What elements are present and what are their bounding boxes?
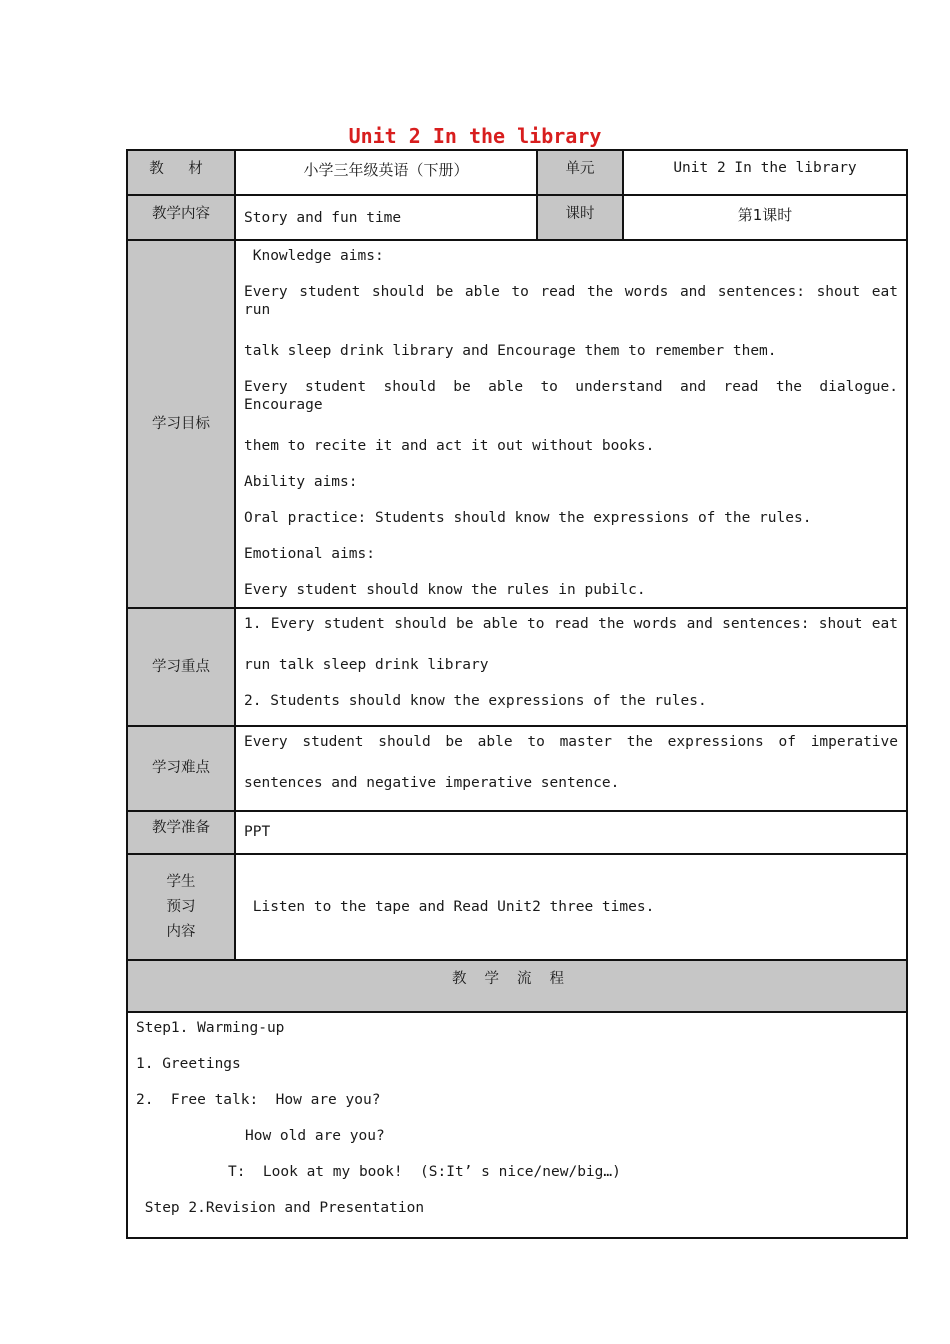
textbook-label: 教 材: [149, 161, 213, 177]
preview-row: [127, 854, 907, 960]
preview-label-cell: [127, 854, 235, 960]
key-points-value: [235, 608, 907, 726]
preparation-label: 教学准备: [152, 820, 210, 836]
key-points-row: [127, 608, 907, 726]
goal-line: them to recite it and act it out without books.: [244, 438, 655, 454]
goals-label: 学习目标: [152, 415, 210, 432]
textbook-label-cell: [127, 150, 235, 195]
period-value: 第1课时: [623, 195, 907, 240]
unit-label: 单元: [565, 161, 595, 177]
preparation-row: [127, 811, 907, 854]
flow-line: Step 2.Revision and Presentation: [136, 1200, 425, 1216]
goal-line: Oral practice: Students should know the expressions of the rules.: [244, 510, 812, 526]
flow-line: How old are you?: [245, 1128, 385, 1144]
flow-heading-row: [127, 960, 907, 1012]
difficulties-row: [127, 726, 907, 811]
preview-label-line: 学生: [166, 873, 196, 890]
difficulties-value: [235, 726, 907, 811]
lesson-plan-table: [126, 149, 908, 1239]
key-points-label: 学习重点: [152, 658, 210, 675]
page-title: Unit 2 In the library: [348, 124, 602, 148]
content-label-cell: [127, 195, 235, 240]
difficulties-label-cell: [127, 726, 235, 811]
preparation-value: PPT: [235, 811, 907, 854]
key-point-line: 1. Every student should be able to read the words and sentences: shout eat: [244, 616, 898, 632]
flow-line: 2. Free talk: How are you?: [136, 1092, 381, 1108]
goal-line: Every student should know the rules in pubilc.: [244, 582, 646, 598]
key-point-line: run talk sleep drink library: [244, 657, 489, 673]
textbook-row: [127, 150, 907, 195]
key-point-line: 2. Students should know the expressions of the rules.: [244, 693, 707, 709]
goals-row: [127, 240, 907, 608]
unit-value: Unit 2 In the library: [623, 150, 907, 195]
goal-line: Emotional aims:: [244, 546, 375, 562]
goals-value: [235, 240, 907, 608]
difficulty-line: Every student should be able to master the expressions of imperative: [244, 734, 898, 750]
goal-line: Knowledge aims:: [244, 248, 384, 264]
preparation-label-cell: [127, 811, 235, 854]
period-label-cell: [537, 195, 623, 240]
goal-line: Every student should be able to read the words and sentences: shout eat run: [244, 284, 898, 318]
preview-label: [167, 870, 196, 945]
flow-content: [127, 1012, 907, 1238]
content-value: Story and fun time: [235, 195, 537, 240]
key-points-label-cell: [127, 608, 235, 726]
goals-label-cell: [127, 240, 235, 608]
period-label: 课时: [565, 206, 595, 222]
preview-value: Listen to the tape and Read Unit2 three times.: [235, 854, 907, 960]
flow-line: T: Look at my book! (S:It’ s nice/new/big…): [228, 1164, 621, 1180]
flow-heading: 教学流程: [127, 960, 907, 1012]
unit-label-cell: [537, 150, 623, 195]
goal-line: Ability aims:: [244, 474, 358, 490]
flow-line: 1. Greetings: [136, 1056, 241, 1072]
content-label: 教学内容: [152, 206, 210, 222]
difficulties-label: 学习难点: [152, 760, 210, 776]
difficulty-line: sentences and negative imperative sentence.: [244, 775, 620, 791]
preview-label-line: 内容: [166, 923, 196, 940]
flow-line: Step1. Warming-up: [136, 1020, 285, 1036]
goal-line: Every student should be able to understand and read the dialogue. Encourage: [244, 379, 898, 413]
textbook-value: 小学三年级英语（下册）: [235, 150, 537, 195]
content-row: [127, 195, 907, 240]
preview-label-line: 预习: [166, 898, 196, 915]
flow-row: [127, 1012, 907, 1238]
goal-line: talk sleep drink library and Encourage them to remember them.: [244, 343, 777, 359]
